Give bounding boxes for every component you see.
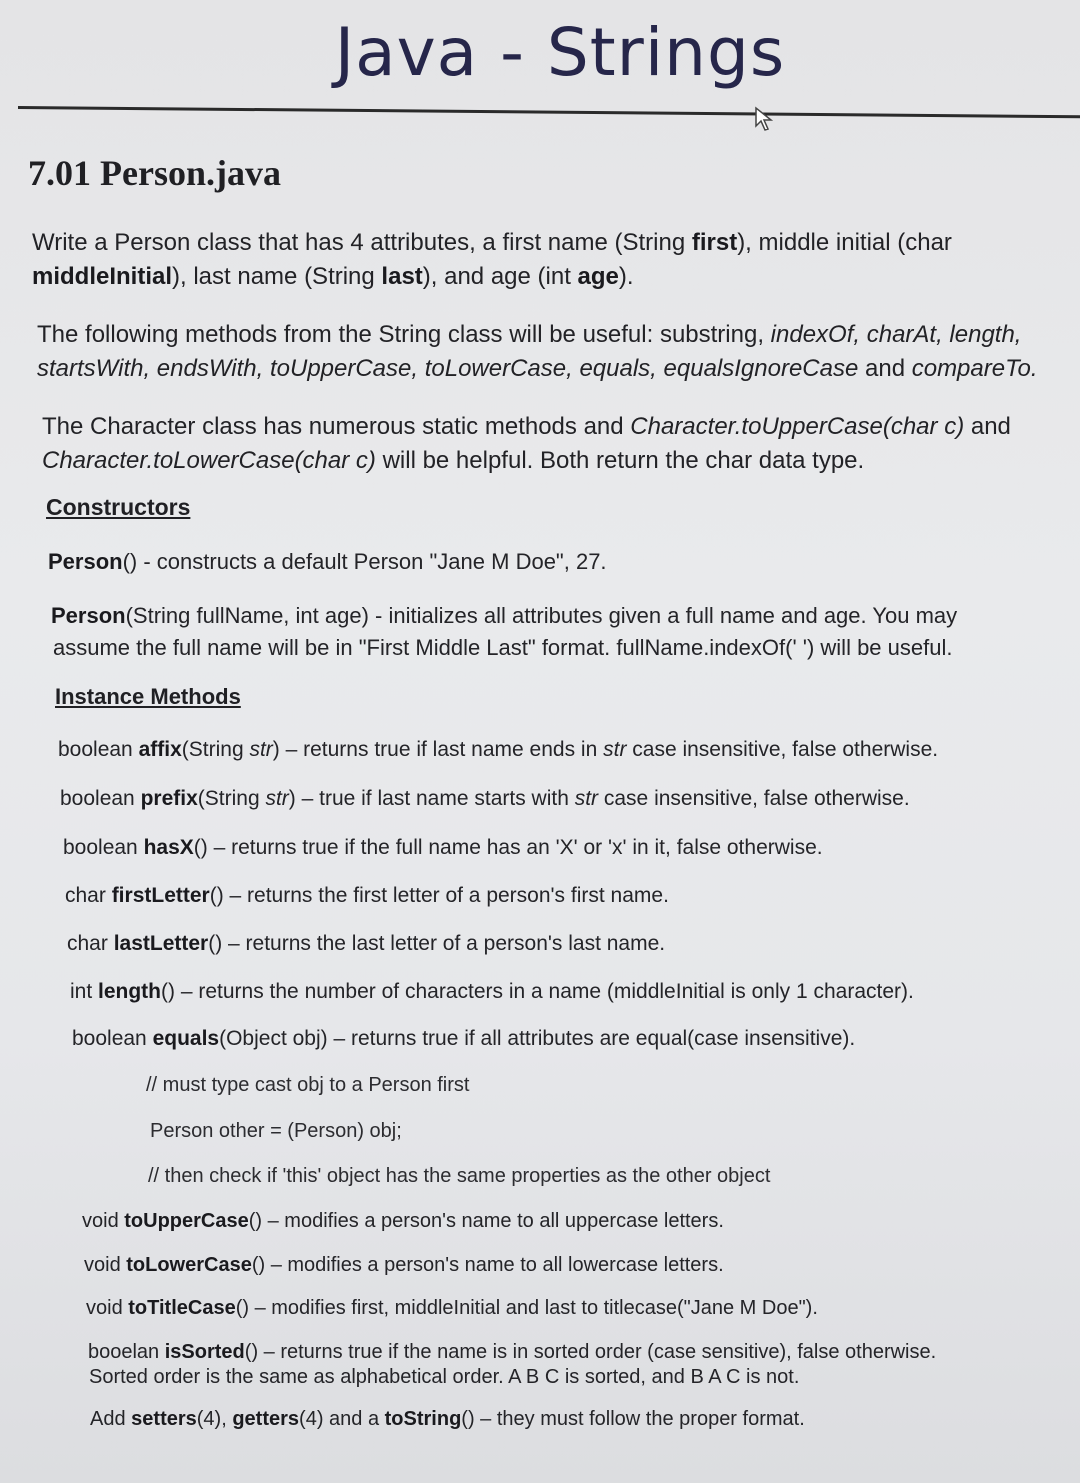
code-comment-compare: // then check if 'this' object has the same properties as the other object (148, 1165, 771, 1187)
method-tolowercase: void toLowerCase() – modifies a person's name to all lowercase letters. (84, 1254, 724, 1276)
constructors-heading: Constructors (46, 494, 191, 520)
intro-paragraph-attributes: Write a Person class that has 4 attributes, a first name (String first), middle initial (char middleInitial), last name (String last), and age (int age). (32, 229, 952, 290)
method-affix: boolean affix(String str) – returns true if last name ends in str case insensitive, false otherwise. (58, 738, 939, 761)
method-length: int length() – returns the number of characters in a name (middleInitial is only 1 character). (70, 980, 914, 1003)
method-totitlecase: void toTitleCase() – modifies first, middleInitial and last to titlecase("Jane M Doe"). (86, 1297, 818, 1319)
method-equals: boolean equals(Object obj) – returns true if all attributes are equal(case insensitive). (72, 1027, 856, 1050)
method-touppercase: void toUpperCase() – modifies a person's name to all uppercase letters. (82, 1210, 724, 1232)
accessors-note: Add setters(4), getters(4) and a toString() – they must follow the proper format. (90, 1408, 805, 1430)
method-prefix: boolean prefix(String str) – true if last name starts with str case insensitive, false otherwise. (60, 787, 910, 810)
constructor-default: Person() - constructs a default Person "Jane M Doe", 27. (48, 549, 607, 574)
code-comment-typecast: // must type cast obj to a Person first (146, 1074, 470, 1096)
method-firstletter: char firstLetter() – returns the first letter of a person's first name. (65, 884, 669, 907)
method-issorted-cont: Sorted order is the same as alphabetical order. A B C is sorted, and B A C is not. (89, 1366, 800, 1388)
title-divider (18, 106, 1080, 118)
page-title: Java - Strings (334, 14, 786, 91)
mouse-cursor-icon (754, 106, 776, 137)
method-issorted: booelan isSorted() – returns true if the name is in sorted order (case sensitive), false otherwise. (88, 1341, 937, 1363)
method-lastletter: char lastLetter() – returns the last letter of a person's last name. (67, 932, 666, 955)
code-line-cast: Person other = (Person) obj; (150, 1120, 402, 1142)
constructor-fullname: Person(String fullName, int age) - initializes all attributes given a full name and age. You may (51, 603, 958, 628)
method-hasx: boolean hasX() – returns true if the full name has an 'X' or 'x' in it, false otherwise. (63, 836, 823, 859)
section-heading: 7.01 Person.java (28, 153, 281, 193)
constructor-fullname-cont: assume the full name will be in "First Middle Last" format. fullName.indexOf(' ') will be useful. (53, 635, 953, 660)
intro-paragraph-character-class: The Character class has numerous static methods and Character.toUpperCase(char c) and Character.toLowerCase(char c) will be helpful. Both return the char data type. (42, 413, 1011, 474)
intro-paragraph-string-methods: The following methods from the String class will be useful: substring, indexOf, charAt, length, startsWith, endsWith, toUpperCase, toLowerCase, equals, equalsIgnoreCase and compareTo. (37, 321, 1038, 382)
instance-methods-heading: Instance Methods (55, 684, 241, 709)
